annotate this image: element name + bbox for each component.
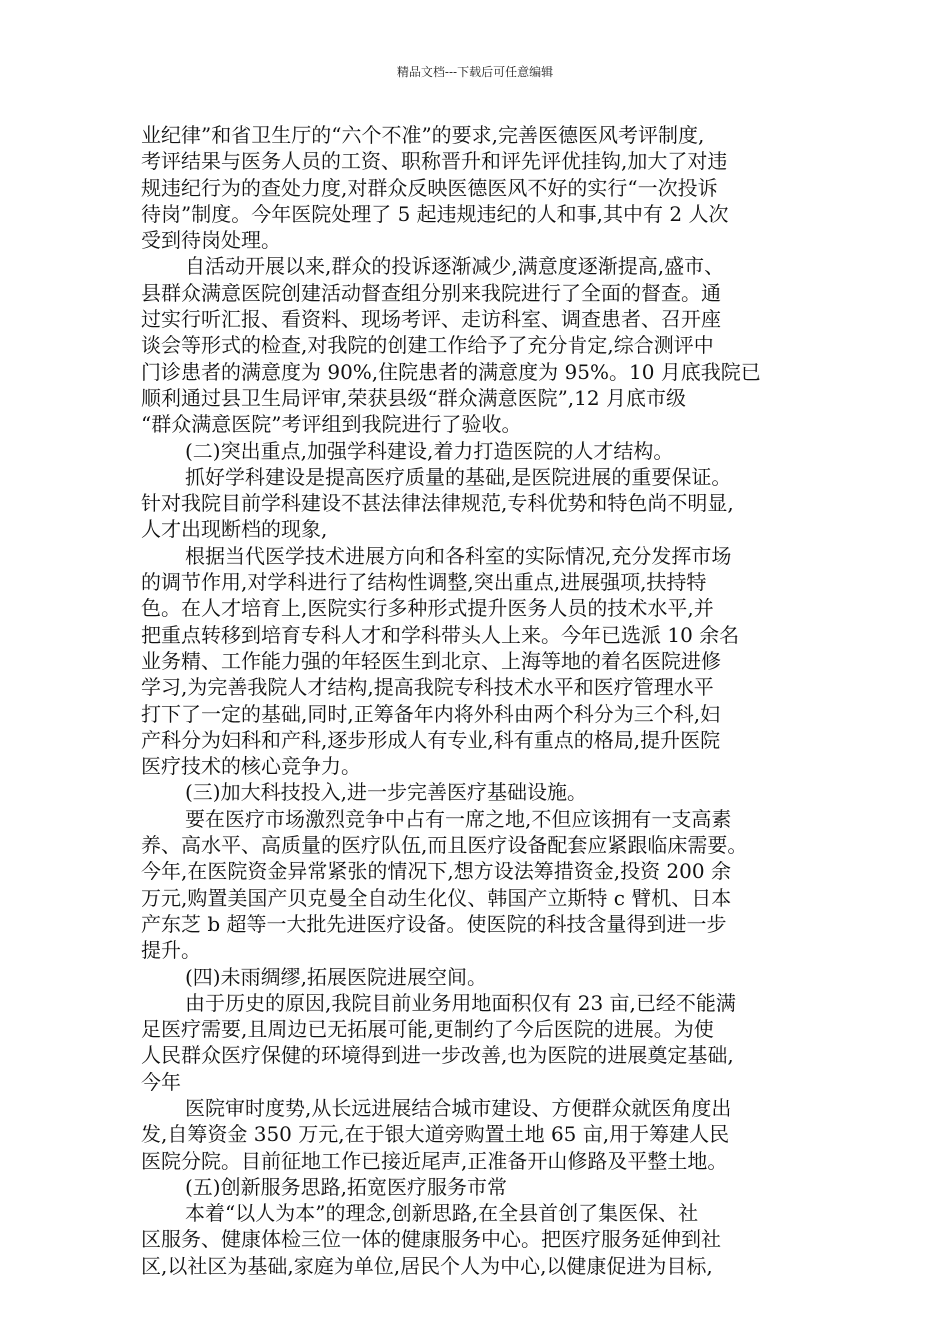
- text-line: “群众满意医院”考评组到我院进行了验收。: [141, 412, 522, 437]
- text-line: (四)未雨绸缪,拓展医院进展空间。: [185, 964, 487, 989]
- text-line: 学习,为完善我院人才结构,提高我院专科技术水平和医疗管理水平: [141, 675, 714, 700]
- text-line: 养、高水平、高质量的医疗队伍,而且医疗设备配套应紧跟临床需要。: [141, 833, 748, 858]
- page-header: 精品文档---下载后可任意编辑: [396, 65, 554, 79]
- text-line: 本着“以人为本”的理念,创新思路,在全县首创了集医保、社: [185, 1201, 699, 1226]
- text-line: 人才出现断档的现象,: [141, 517, 328, 542]
- text-line: 自活动开展以来,群众的投诉逐渐减少,满意度逐渐提高,盛市、: [185, 254, 725, 279]
- text-line: 抓好学科建设是提高医疗质量的基础,是医院进展的重要保证。: [185, 464, 732, 489]
- text-line: 人民群众医疗保健的环境得到进一步改善,也为医院的进展奠定基础,: [141, 1043, 734, 1068]
- text-line: (五)创新服务思路,拓宽医疗服务市常: [185, 1174, 507, 1199]
- text-line: 万元,购置美国产贝克曼全自动生化仪、韩国产立斯特 c 臂机、日本: [141, 885, 732, 910]
- text-line: 受到待岗处理。: [141, 228, 281, 253]
- text-line: 业纪律”和省卫生厅的“六个不准”的要求,完善医德医风考评制度,: [141, 123, 705, 147]
- text-line: (三)加大科技投入,进一步完善医疗基础设施。: [185, 780, 587, 805]
- text-line: 医院分院。目前征地工作已接近尾声,正准备开山修路及平整土地。: [141, 1148, 728, 1173]
- text-line: 业务精、工作能力强的年轻医生到北京、上海等地的着名医院进修: [141, 648, 721, 673]
- text-line: 门诊患者的满意度为 90%,住院患者的满意度为 95%。10 月底我院已: [141, 359, 761, 384]
- text-line: 待岗”制度。今年医院处理了 5 起违规违纪的人和事,其中有 2 人次: [141, 201, 729, 226]
- text-line: 产科分为妇科和产科,逐步形成人有专业,科有重点的格局,提升医院: [141, 727, 721, 752]
- text-line: 的调节作用,对学科进行了结构性调整,突出重点,进展强项,扶持特: [141, 570, 707, 595]
- text-line: 要在医疗市场激烈竞争中占有一席之地,不但应该拥有一支高素: [185, 806, 732, 831]
- text-line: 把重点转移到培育专科人才和学科带头人上来。今年已选派 10 余名: [141, 622, 740, 647]
- text-line: 规违纪行为的查处力度,对群众反映医德医风不好的实行“一次投诉: [141, 175, 718, 200]
- text-line: 打下了一定的基础,同时,正筹备年内将外科由两个科分为三个科,妇: [141, 701, 721, 726]
- text-line: 足医疗需要,且周边已无拓展可能,更制约了今后医院的进展。为使: [141, 1017, 714, 1042]
- text-line: 考评结果与医务人员的工资、职称晋升和评先评优挂钩,加大了对违: [141, 149, 728, 174]
- text-line: 由于历史的原因,我院目前业务用地面积仅有 23 亩,已经不能满: [185, 990, 736, 1015]
- text-line: 色。在人才培育上,医院实行多种形式提升医务人员的技术水平,并: [141, 596, 714, 621]
- text-line: 医院审时度势,从长远进展结合城市建设、方便群众就医角度出: [185, 1095, 732, 1120]
- text-line: 产东芝 b 超等一大批先进医疗设备。使医院的科技含量得到进一步: [141, 911, 727, 936]
- text-line: 发,自筹资金 350 万元,在于银大道旁购置土地 65 亩,用于筹建人民: [141, 1122, 730, 1147]
- text-line: (二)突出重点,加强学科建设,着力打造医院的人才结构。: [185, 438, 674, 463]
- text-line: 区服务、健康体检三位一体的健康服务中心。把医疗服务延伸到社: [141, 1227, 721, 1252]
- text-line: 今年: [141, 1069, 181, 1094]
- text-line: 谈会等形式的检查,对我院的创建工作给予了充分肯定,综合测评中: [141, 333, 714, 358]
- text-line: 针对我院目前学科建设不甚法律法律规范,专科优势和特色尚不明显,: [141, 491, 734, 516]
- text-line: 区,以社区为基础,家庭为单位,居民个人为中心,以健康促进为目标,: [141, 1253, 713, 1278]
- text-line: 根据当代医学技术进展方向和各科室的实际情况,充分发挥市场: [185, 543, 732, 568]
- text-line: 医疗技术的核心竞争力。: [141, 754, 361, 779]
- text-line: 提升。: [141, 938, 201, 963]
- text-line: 今年,在医院资金异常紧张的情况下,想方设法筹措资金,投资 200 余: [141, 859, 731, 884]
- text-line: 县群众满意医院创建活动督查组分别来我院进行了全面的督查。通: [141, 280, 721, 305]
- text-line: 顺利通过县卫生局评审,荣获县级“群众满意医院”,12 月底市级: [141, 385, 686, 410]
- text-line: 过实行听汇报、看资料、现场考评、走访科室、调查患者、召开座: [141, 307, 721, 332]
- document-body: [141, 122, 813, 1279]
